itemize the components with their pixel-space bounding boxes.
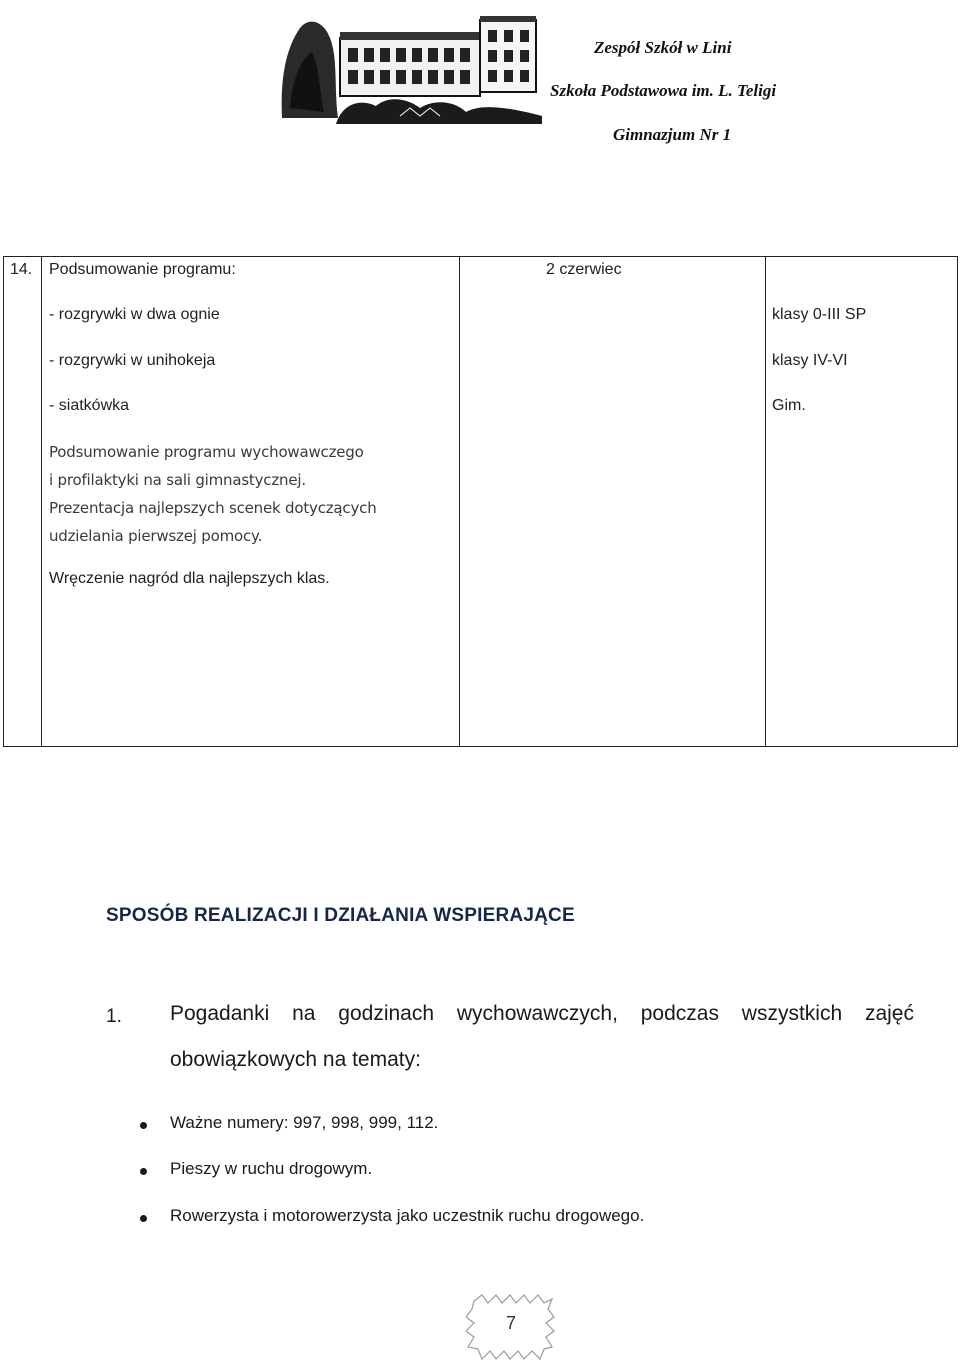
bullet-dot: [140, 1122, 147, 1129]
summary-line: udzielania pierwszej pomocy.: [49, 527, 263, 545]
column-divider: [765, 257, 766, 746]
activity-item: - siatkówka: [49, 397, 130, 414]
participants-item: klasy 0-III SP: [772, 306, 867, 323]
bullet-item: Ważne numery: 997, 998, 999, 112.: [170, 1113, 439, 1132]
summary-line: i profilaktyki na sali gimnastycznej.: [49, 471, 306, 489]
summary-line: Prezentacja najlepszych scenek dotyczących: [49, 499, 377, 517]
event-date: 2 czerwiec: [546, 261, 622, 278]
activity-item: - rozgrywki w unihokeja: [49, 352, 216, 369]
bullet-dot: [140, 1168, 147, 1175]
school-name-line3: Gimnazjum Nr 1: [613, 125, 732, 144]
page-number: 7: [505, 1313, 516, 1333]
row-number: 14.: [10, 261, 33, 278]
bullet-dot: [140, 1215, 147, 1222]
activity-item: - rozgrywki w dwa ognie: [49, 306, 220, 323]
awards-text: Wręczenie nagród dla najlepszych klas.: [49, 570, 330, 587]
section-heading: SPOSÓB REALIZACJI I DZIAŁANIA WSPIERAJĄCE: [106, 905, 575, 926]
column-divider: [459, 257, 460, 746]
list-item-text-line1: Pogadanki na godzinach wychowawczych, podczas wszystkich zajęć: [170, 1002, 914, 1025]
summary-line: Podsumowanie programu wychowawczego: [49, 443, 364, 461]
school-name-line2: Szkoła Podstawowa im. L. Teligi: [550, 81, 777, 100]
school-name-line1: Zespół Szkół w Lini: [594, 38, 732, 57]
school-building-logo: [280, 8, 542, 124]
bullet-item: Rowerzysta i motorowerzysta jako uczestnik ruchu drogowego.: [170, 1206, 645, 1225]
participants-item: klasy IV-VI: [772, 352, 848, 369]
column-divider: [41, 257, 42, 746]
schedule-table: [3, 256, 958, 747]
participants-item: Gim.: [772, 397, 806, 414]
list-item-text-line2: obowiązkowych na tematy:: [170, 1048, 421, 1071]
activity-title: Podsumowanie programu:: [49, 261, 236, 278]
bullet-item: Pieszy w ruchu drogowym.: [170, 1159, 373, 1178]
list-item-number: 1.: [106, 1006, 122, 1027]
